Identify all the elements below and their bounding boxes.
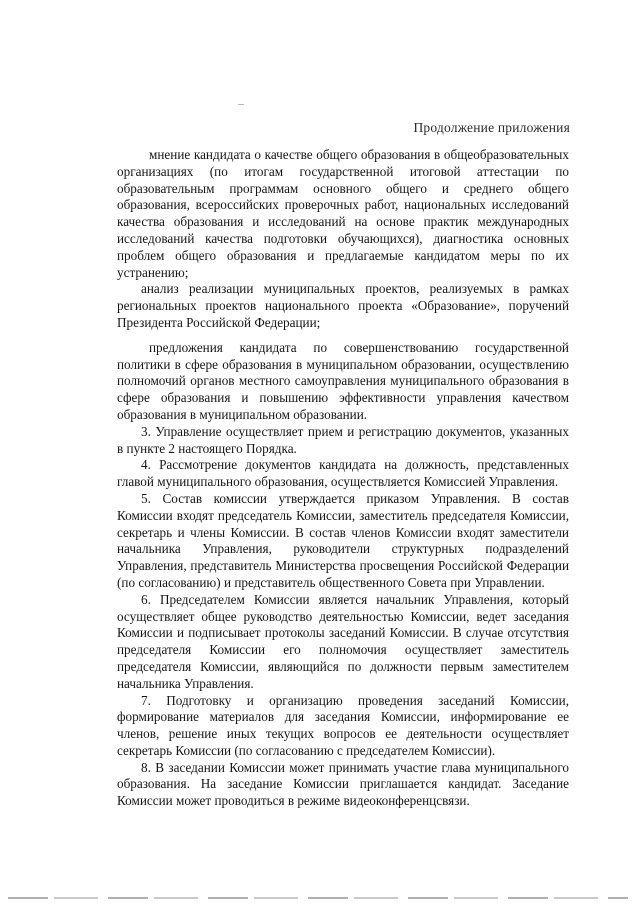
document-body: [117, 147, 569, 810]
scan-edge-line: [8, 897, 628, 899]
paragraph-opinion: мнение кандидата о качестве общего образования в общеобразовательных организациях (по итогам государственной итоговой аттестации по образовательным программам основного общего и среднего общего образования, всероссийских проверочных работ, национальных исследований качества образования и исследований на основе практик международных исследований качества подготовки обучающихся), диагностика основных проблем общего образования и предлагаемые кандидатом меры по их устранению;: [117, 147, 569, 280]
paragraph-item-6: 6. Председателем Комиссии является начальник Управления, который осуществляет общее руководство деятельностью Комиссии, ведет заседания Комиссии и подписывает протоколы заседаний Комиссии. В случае отсутствия председателя Комиссии его полномочия осуществляет заместитель председателя Комиссии, являющийся по должности первым заместителем начальника Управления.: [117, 591, 569, 691]
paragraph-item-4: 4. Рассмотрение документов кандидата на должность, представленных главой муниципального образования, осуществляется Комиссией Управления.: [117, 457, 569, 490]
paragraph-proposals: предложения кандидата по совершенствованию государственной политики в сфере образования в муниципальном образовании, осуществлению полномочий органов местного самоуправления муниципального образования в сфере образования и повышению эффективности управления качеством образования в муниципальном образовании.: [117, 339, 569, 422]
paragraph-item-7: 7. Подготовку и организацию проведения заседаний Комиссии, формирование материалов для заседания Комиссии, информирование ее членов, решение иных текущих вопросов ее деятельности осуществляет секретарь Комиссии (по согласованию с председателем Комиссии).: [117, 692, 569, 758]
paragraph-gap: [117, 332, 569, 340]
paragraph-item-8: 8. В заседании Комиссии может принимать участие глава муниципального образования. На заседание Комиссии приглашается кандидат. Заседание Комиссии может проводиться в режиме видеоконференцсвязи.: [117, 759, 569, 809]
paragraph-item-5: 5. Состав комиссии утверждается приказом Управления. В состав Комиссии входят председатель Комиссии, заместитель председателя Комиссии, секретарь и члены Комиссии. В состав членов Комиссии входят заместители начальника Управления, руководители структурных подразделений Управления, представитель Министерства просвещения Российской Федерации (по согласованию) и представитель общественного Совета при Управлении.: [117, 490, 569, 590]
continuation-note: Продолжение приложения: [413, 120, 570, 135]
scan-speck: [238, 104, 244, 105]
paragraph-item-3: 3. Управление осуществляет прием и регистрацию документов, указанных в пункте 2 настоящего Порядка.: [117, 423, 569, 456]
paragraph-analysis: анализ реализации муниципальных проектов, реализуемых в рамках региональных проектов национального проекта «Образование», поручений Президента Российской Федерации;: [117, 281, 569, 330]
